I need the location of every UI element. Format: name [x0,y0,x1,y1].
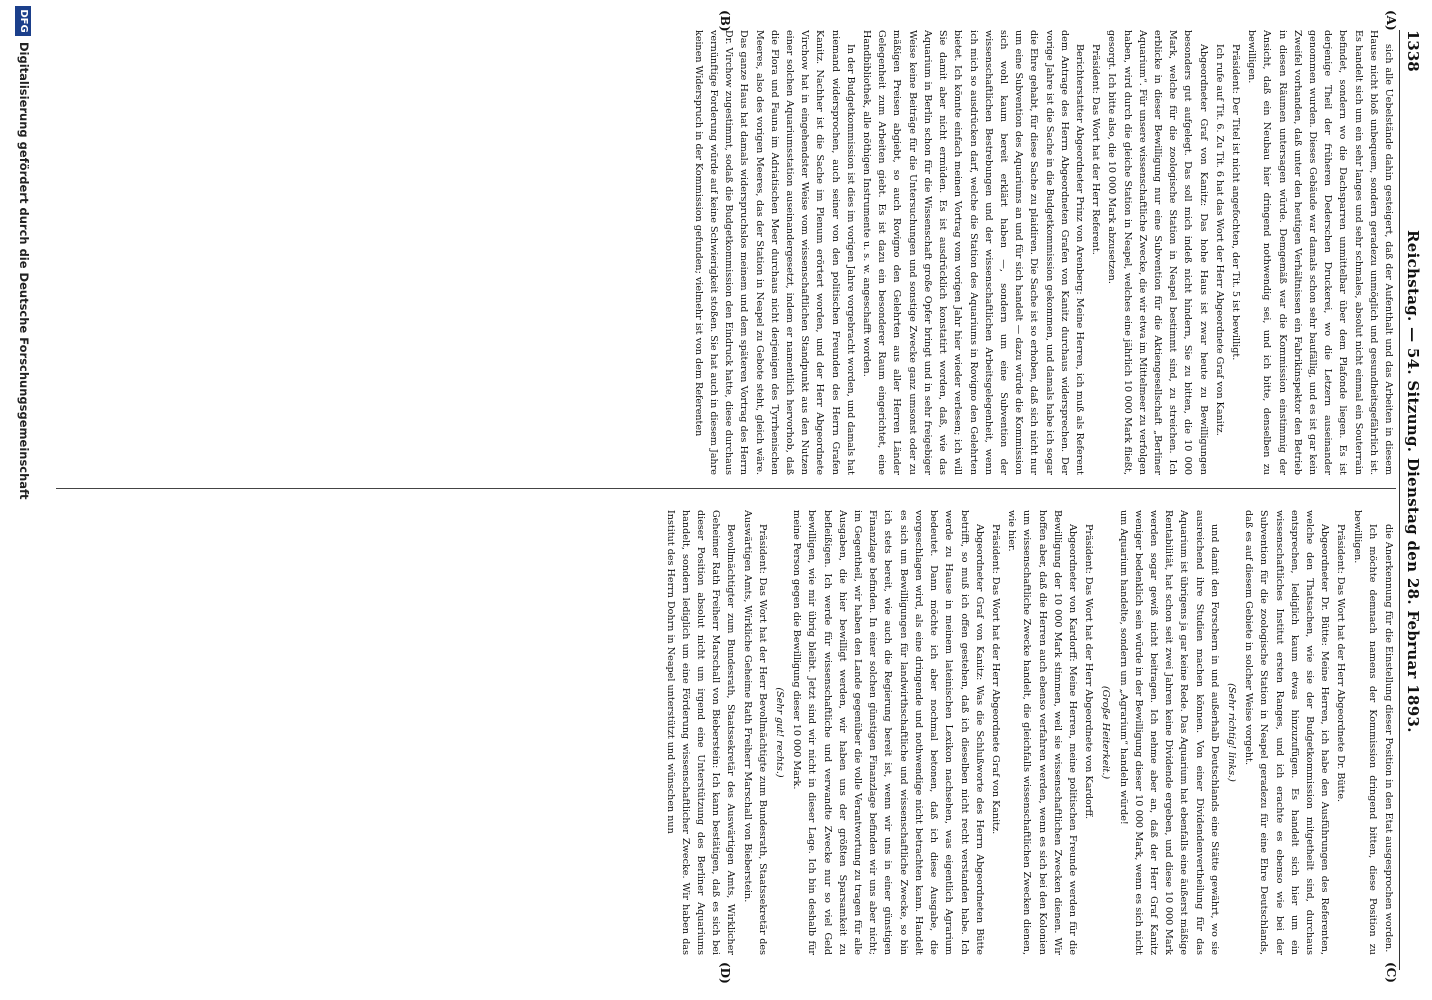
interjection: (Sehr richtig! links.) [1225,683,1237,782]
paragraph: Präsident: Das Wort hat der Herr Referent. [1090,44,1102,255]
dfg-logo: DFG [15,6,31,36]
paragraph: und damit den Forschern in und außerhalb Deutschlands eine Stätte gewährt, wo sie ausreichend ihre Studien machen können. Von einer Dividendenvertheilung für das Aquarium ist übrigens ja gar keine Rede. Das Aquarium hat ebenfalls eine äußerst mäßige Rentabilität, hat schon seit zwei Jahren keine Dividende ergeben, und diese 10 000 Mark werden sogar gewiß nicht beitragen. Ich nehme aber an, daß der Herr Graf Kanitz weniger bedenklich sein würde in der Bewilligung dieser 10 000 Mark, wenn es sich nicht um Aquarium handelte, sondern um „Agrarium“ handeln würde! [1117,510,1220,955]
header-rule [1399,30,1400,970]
paragraph: Präsident: Das Wort hat der Herr Abgeordnete Graf von Kanitz. [989,524,1001,835]
column-divider [56,488,1396,489]
margin-marker-d: (D) [718,962,732,984]
right-column [76,510,1396,955]
paragraph: Ich rufe auf Tit. 6. Zu Tit. 6 hat das Wort der Herr Abgeordnete Graf von Kanitz. [1213,44,1225,436]
margin-marker-a: (A) [1384,10,1398,31]
paragraph: In der Budgetkommission ist dies im vorigen Jahre vorgebracht worden, und damals hat niemand widersprochen, auch seiner von den politischen Freunden des Herrn Grafen Kanitz. Nachher ist die Sache im Plenum erörtert worden, und der Herr Abgeordnete Virchow hat in eingehendster Weise vom wissenschaftlichen Standpunkt aus den Nutzen einer solchen Aquariumsstation auseinandergesetzt, indem er namentlich hervorhob, daß die Flora und Fauna im Adriatischen Meer durchaus nicht derjenigen des Tyrrhenischen Meeres, also des vorigen Meeres, das der Station in Neapel zu Gebote steht, gleich wäre. Das ganze Haus hat damals widerspruchslos meinem und dem späteren Vortrag des Herrn Dr. Virchow zugestimmt, sodaß die Budgetkommission den Eindruck hatte, diese durchaus vernünftige Forderung würde auf keine Schwierigkeit stoßen. Sie hat auch in diesem Jahre keinen Widerspruch in der Kommission gefunden; vielmehr ist von dem Referenten [692,30,856,475]
paragraph: Präsident: Der Titel ist nicht angefochten, der Tit. 5 ist bewilligt. [1229,44,1241,361]
paragraph: Präsident: Das Wort hat der Herr Abgeordnete Dr. Bütte. [1335,524,1347,803]
paragraph: sich alle Uebelstände dahin gesteigert, daß der Aufenthalt und das Arbeiten in diesem Hause nicht bloß unbequem, sondern geradezu unmöglich und gesundheitsgefährlich ist. Es handelt sich um ein sehr langes und sehr schmales, absolut nicht einmal ein Souterrain befindet, sondern wo die Dachsparren unmittelbar über dem Plafonde liegen. Es ist derjenige Theil der früheren Dederschen Druckerei, wo die Letzern auseinander genommen wurden. Dieses Gebäude war damals schon sehr baufällig, und es ist gar kein Zweifel vorhanden, daß unter den heutigen Verhältnissen ein Fabrikinspektor den Betrieb in diesen Räumen untersagen würde. Demgemäß war die Kommission einstimmig der Ansicht, daß ein Neubau hier dringend nothwendig sei, und ich bitte, denselben zu bewilligen. [1246,30,1394,475]
page-number: 1338 [1404,30,1422,72]
margin-marker-b: (B) [718,10,732,32]
left-column [76,30,1396,475]
paragraph: Abgeordneter Dr. Bütte: Meine Herren, ich habe den Ausführungen des Referenten, welche den Thatsachen, wie sie der Budgetkommission mitgetheilt sind, durchaus entsprechen, lediglich kaum etwas hinzuzufügen. Es handelt sich hier um ein wissenschaftliches Institut ersten Ranges, und ich erachte es ebenso wie bei der Subvention für die zoologische Station in Neapel geradezu für eine Ehre Deutschlands, daß es auf diesem Gebiete in solcher Weise vorgeht. [1243,510,1331,955]
paragraph: Abgeordneter Graf von Kanitz: Was die Schlußworte des Herrn Abgeordneten Bütte betrifft, so muß ich offen gestehen, daß ich dieselben nicht recht verstanden habe. Ich werde zu Hause in meinem lateinischen Lexikon nachsehen, was eigentlich Agrarium bedeutet. Dann möchte ich aber nochmal betonen, daß ich diese Ausgabe, die vorgeschlagen wird, als eine dringende und nothwendige nicht betrachten kann. Handelt es sich um Bewilligungen für landwirthschaftliche und wissenschaftliche Zwecke, so bin ich stets bereit, wie auch die Regierung bereit ist, wenn wir uns in einer günstigen Finanzlage befinden. In einer solchen günstigen Finanzlage befinden wir uns aber nicht; im Gegentheil, wir haben den Lande gegenüber die volle Verantwortung zu tragen für alle Ausgaben, die hier bewilligt werden, wir haben uns der größten Sparsamkeit zu befleißigen. Ich werde für wissenschaftliche und verwandte Zwecke nur so viel Geld bewilligen, wie mir übrig bleibt. Jetzt sind wir nicht in dieser Lage. Ich bin deshalb für meine Person gegen die Bewilligung dieser 10 000 Mark. [791,510,985,955]
digitization-credit [7,0,37,1000]
paragraph: Abgeordneter von Kardorff: Meine Herren, meine politischen Freunde werden für die Bewilligung der 10 000 Mark stimmen, weil sie wissenschaftlichen Zwecken dienen. Wir hoffen aber, daß die Herren auch ebenso verfahren werden, wenn es sich bei den Kolonien um wissenschaftliche Zwecke handelt, die gleichfalls wissenschaftlichen Zwecken dienen, wie hier. [1006,510,1078,955]
paragraph: Präsident: Das Wort hat der Herr Abgeordnete von Kardorff. [1083,524,1095,820]
credit-text: Digitalisierung gefördert durch die Deutsche Forschungsgemeinschaft [17,42,31,500]
running-header [1402,30,1422,970]
margin-marker-c: (C) [1384,962,1398,983]
paragraph: Ich möchte demnach namens der Kommission dringend bitten, diese Position zu bewilligen. [1351,510,1378,955]
paragraph: Bevollmächtigter zum Bundesrath, Staatssekretär des Auswärtigen Amts, Wirklicher Geheimer Rath Freiherr Marschall von Bieberstein: Ich kann bestätigen, daß es sich bei dieser Position absolut nicht um irgend eine Unterstützung des Berliner Aquariums handelt, sondern lediglich um eine Förderung wissenschaftlicher Zwecke. Wir haben das Institut des Herrn Dohrn in Neapel unterstützt und wünschen nun [664,510,737,955]
header-title: Reichstag. — 54. Sitzung. Dienstag den 28. Februar 1893. [1404,230,1422,733]
paragraph: Abgeordneter Graf von Kanitz: Das hohe Haus ist zwar heute zu Bewilligungen besonders gut aufgelegt. Das soll mich indeß nicht hindern, Sie zu bitten, die 10 000 Mark, welche für die zoologische Station in Neapel bestimmt sind, zu streichen. Ich erblicke in dieser Bewilligung nur eine Subvention für die Aktiengesellschaft „Berliner Aquarium“. Für unsere wissenschaftliche Zwecke, die wir etwa im Mittelmeer zu verfolgen haben, wird durch die gleiche Station in Neapel, welches eine jährlich 10 000 Mark fließt, gesorgt. Ich bitte also, die 10 000 Mark abzusetzen. [1106,30,1209,475]
paragraph: die Anerkennung für die Einstellung dieser Position in den Etat ausgesprochen worden. [1383,524,1394,953]
interjection: (Große Heiterkeit.) [1100,685,1112,780]
paragraph: Berichterstatter Abgeordneter Prinz von Arenberg: Meine Herren, ich muß als Referent dem Antrage des Herrn Abgeordneten Grafen von Kanitz durchaus widersprechen. Der vorige Jahre ist die Sache in die Budgetkommission gekommen, und damals habe ich sogar die Ehre gehabt, für diese Sache zu plaidiren. Die Sache ist so erhoben, daß sich nicht nur um eine Subvention des Aquariums an und für sich handelt — dazu würde die Kommission sich wohl kaum bereit erklärt haben —, sondern um eine Subvention der wissenschaftlichen Bestrebungen und der wissenschaftlichen Arbeitsgelegenheit, wenn ich mich so ausdrücken darf, welche die Station des Aquariums in Rovigno den Gelehrten bietet. Ich könnte einfach meinen Vortrag vom vorigen Jahr hier wieder verlesen; ich will Sie damit aber nicht ermüden. Es ist ausdrücklich konstatirt worden, daß, wie das Aquarium in Berlin schon für die Wissenschaft große Opfer bringt und in sehr freigebiger Weise keine Beiträge für die Untersuchungen und sonstige Zwecke ganz umsonst oder zu mäßigen Preisen abgiebt, so auch Rovigno den Gelehrten aus aller Herren Länder Gelegenheit zum Arbeiten giebt. Es ist dazu ein besonderer Raum eingerichtet, eine Handbibliothek, alle nöthigen Instrumente u. s. w. angeschafft worden. [861,30,1085,475]
interjection: (Sehr gut! rechts.) [774,687,786,778]
paragraph: Präsident: Das Wort hat der Herr Bevollmächtigte zum Bundesrath, Staatssekretär des Auswärtigen Amts, Wirkliche Geheime Rath Freiherr Marschall von Bieberstein. [741,510,768,955]
